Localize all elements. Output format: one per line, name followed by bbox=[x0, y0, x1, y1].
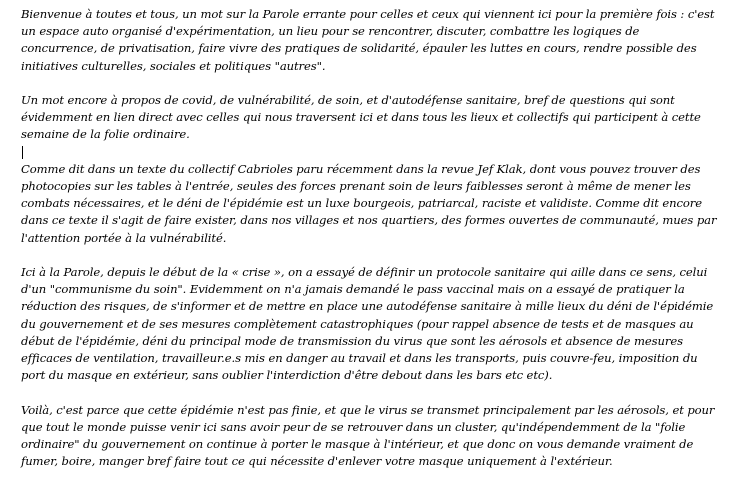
paragraph-masks: Voilà, c'est parce que cette épidémie n'est pas finie, et que le virus se transmet principalement par les aérosols, et pour que tout le monde puisse venir ici sans avoir peur de se retrouver dans un cluster, qu'indépendemment de la "folie ordinaire" du gouvernement on continue à porter le masque à l'intérieur, et que donc on vous demande vraiment de fumer, boire, manger bref faire tout ce qui nécessite d'enlever votre masque uniquement à l'extérieur. bbox=[21, 402, 715, 469]
paragraph-covid: Un mot encore à propos de covid, de vulnérabilité, de soin, et d'autodéfense sanitaire, bref de questions qui sont évidemment en lien direct avec celles qui nous traversent ici et dans tous les lieux et collectifs qui participent à cette semaine de la folie ordinaire. bbox=[21, 93, 701, 142]
paragraph-welcome: Bienvenue à toutes et tous, un mot sur la Parole errante pour celles et ceux qui viennent ici pour la première fois : c'est un espace auto organisé d'expérimentation, un lieu pour se rencontrer, discuter, combattre les logiques de concurrence, de privatisation, faire vivre des pratiques de solidarité, épauler les luttes en cours, rendre possible des initiatives culturelles, sociales et politiques "autres". bbox=[21, 7, 715, 73]
paragraph-protocol: Ici à la Parole, depuis le début de la « crise », on a essayé de définir un protocole sanitaire qui aille dans ce sens, celui d'un "communisme du soin". Evidemment on n'a jamais demandé le pass vaccinal mais on a essayé de pratiquer la réduction des risques, de s'informer et de mettre en place une autodéfense sanitaire à mille lieux du déni de l'épidémie du gouvernement et de ses mesures complètement catastrophiques (pour rappel absence de tests et de masques au début de l'épidémie, déni du principal mode de transmission du virus que sont les aérosols et absence de mesures efficaces de ventilation, travailleur.e.s mis en danger au travail et dans les transports, puis couvre-feu, imposition du port du masque en extérieur, sans oublier l'interdiction d'être debout dans les bars etc etc). bbox=[21, 265, 714, 383]
text-cursor-line[interactable] bbox=[21, 144, 718, 161]
text-cursor bbox=[22, 146, 23, 159]
paragraph-cabrioles: Comme dit dans un texte du collectif Cabrioles paru récemment dans la revue Jef Klak, dont vous pouvez trouver des photocopies sur les tables à l'entrée, seules des forces prenant soin de leurs faiblesses seront à même de mener les combats nécessaires, et le déni de l'épidémie est un luxe bourgeois, patriarcal, raciste et validiste. Comme dit encore dans ce texte il s'agit de faire exister, dans nos villages et nos quartiers, des formes ouvertes de communauté, mues par l'attention portée à la vulnérabilité. bbox=[21, 161, 717, 245]
